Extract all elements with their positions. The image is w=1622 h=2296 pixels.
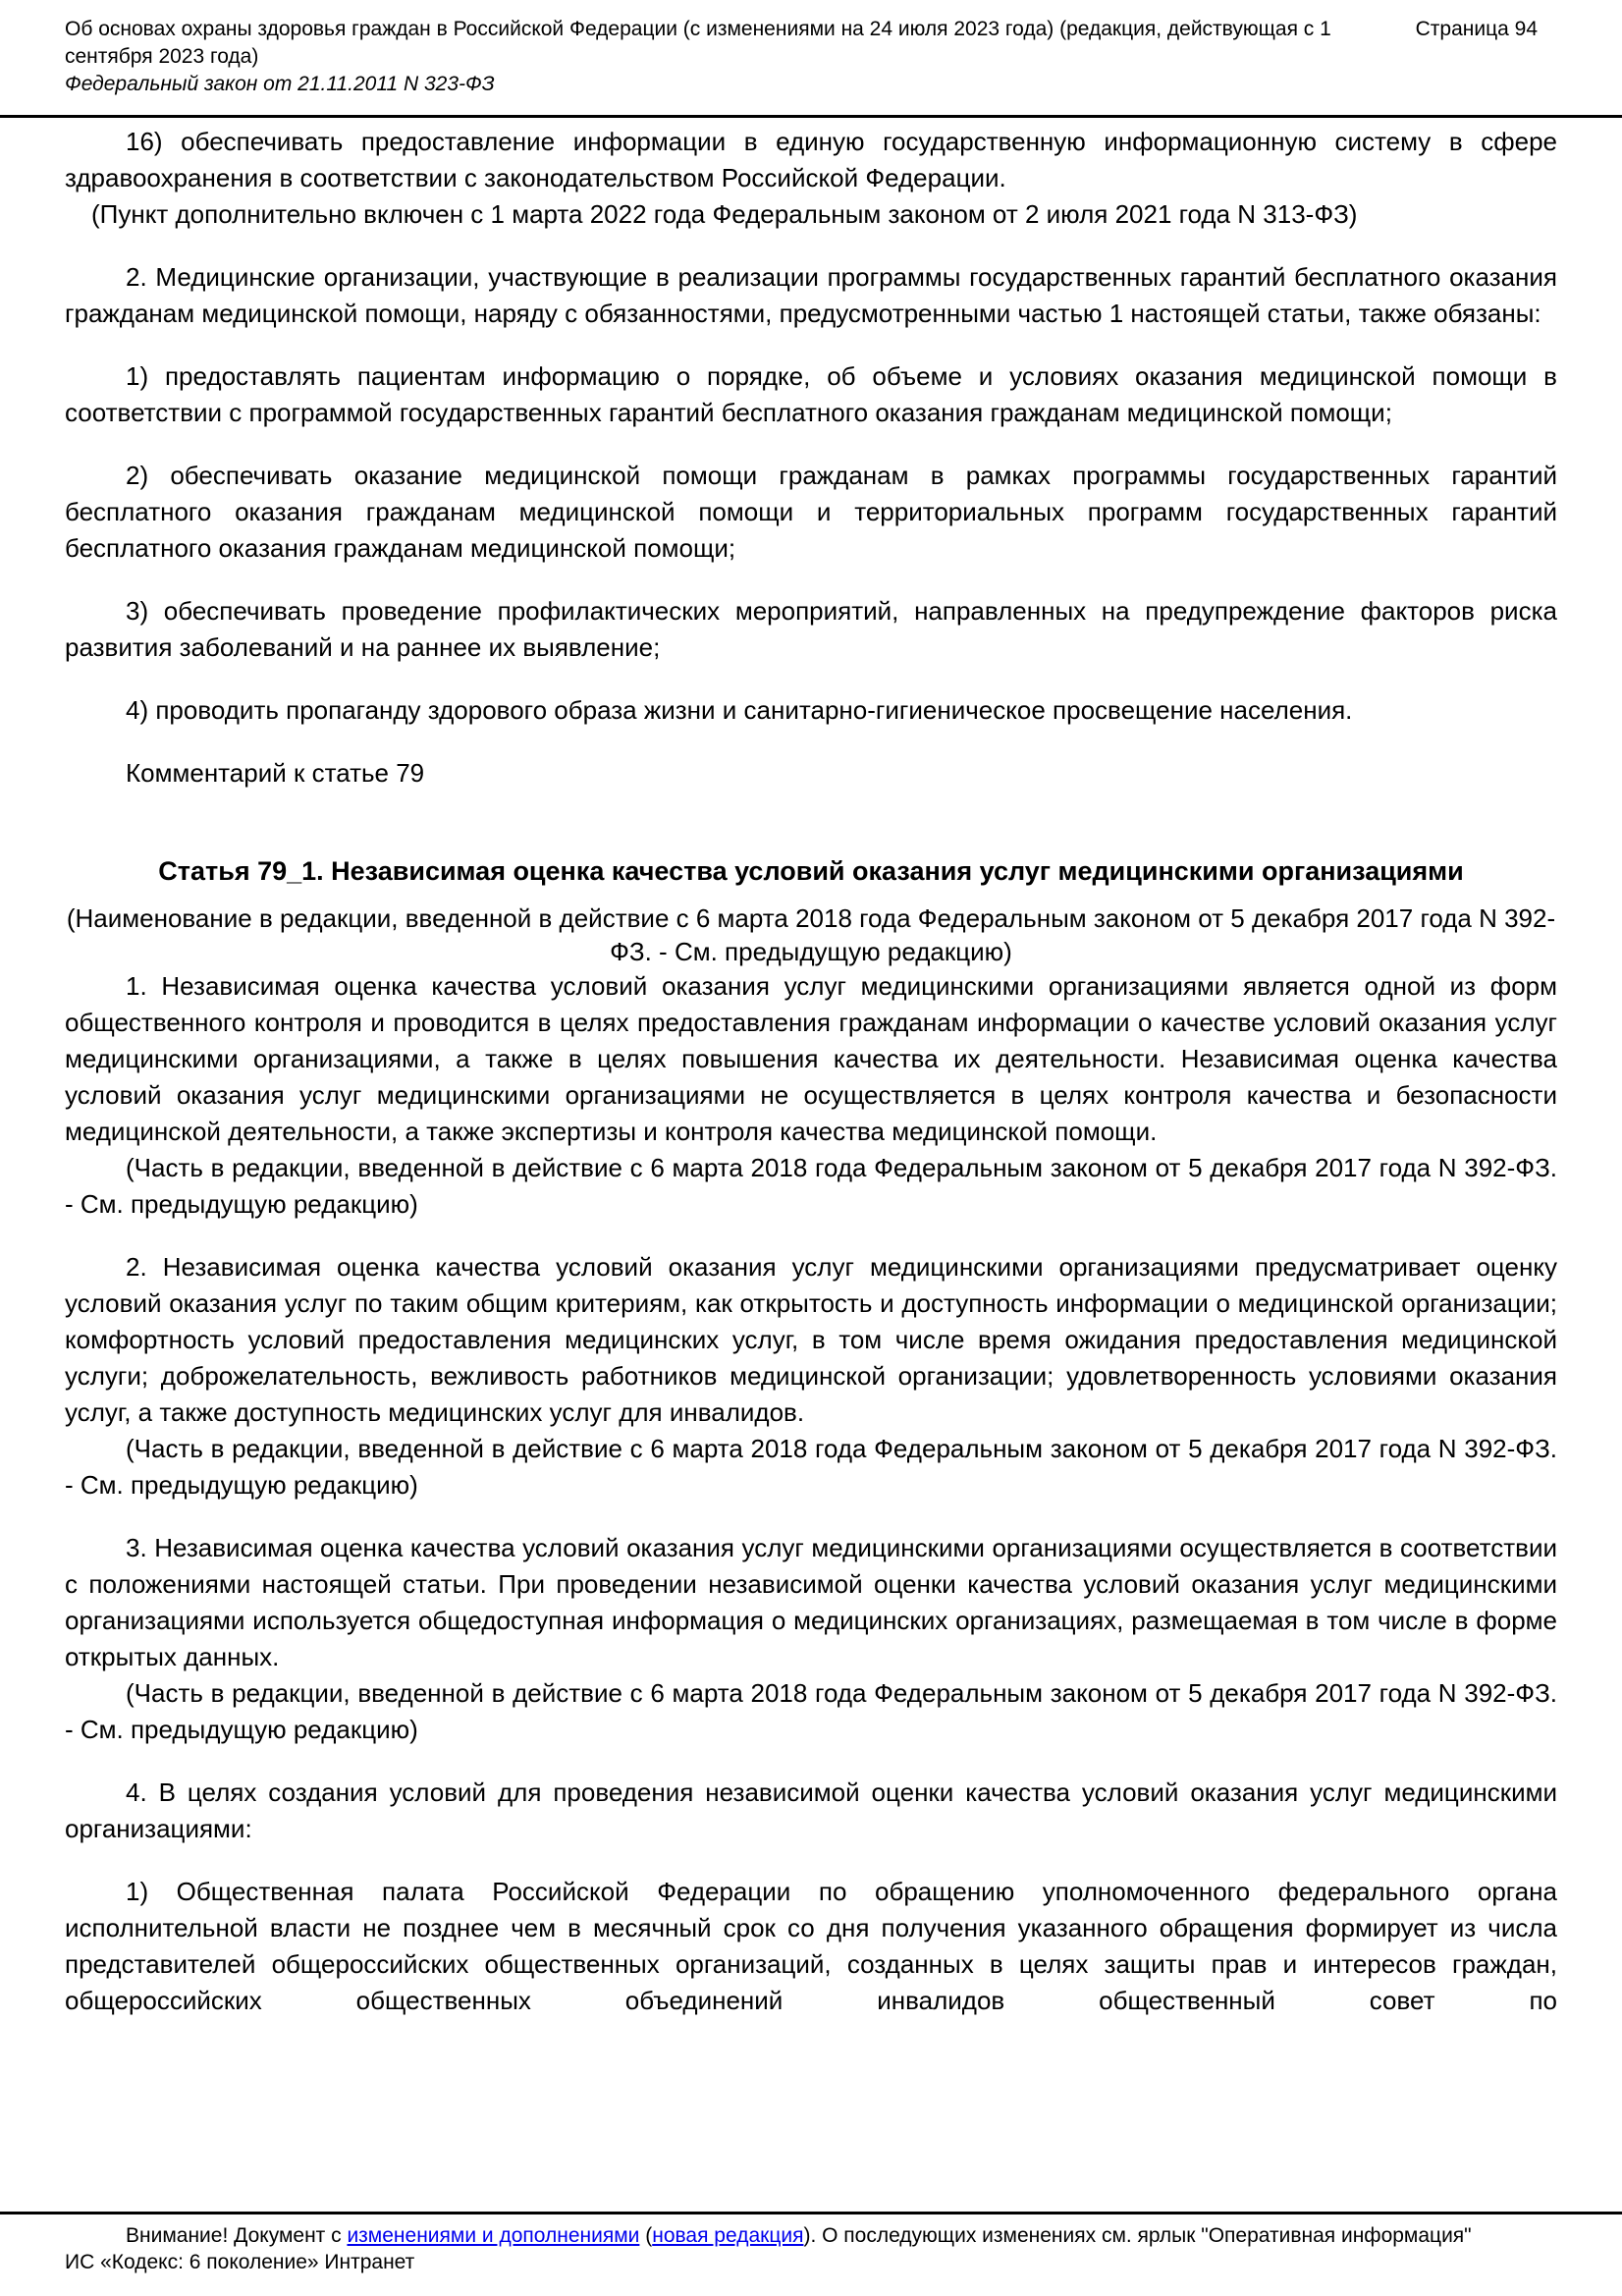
system-label: ИС «Кодекс: 6 поколение» Интранет xyxy=(65,2251,415,2273)
paragraph: 2) обеспечивать оказание медицинской помощи гражданам в рамках программы государственных гарантий бесплатного оказания гражданам медицинской помощи и территориальных программ государственных гарантий бесплатного оказания гражданам медицинской помощи; xyxy=(65,461,1557,563)
document-title: Об основах охраны здоровья граждан в Российской Федерации (с изменениями на 24 июля 2023 года) (редакция, действующая с 1 сентября 2023 года) xyxy=(65,18,1331,68)
amendments-link[interactable]: изменениями и дополнениями xyxy=(347,2224,640,2247)
paragraph-amendment-note: (Часть в редакции, введенной в действие с 6 марта 2018 года Федеральным законом от 5 декабря 2017 года N 392-ФЗ. - См. предыдущую редакцию) xyxy=(65,1434,1557,1500)
paragraph: 4) проводить пропаганду здорового образа жизни и санитарно-гигиеническое просвещение населения. xyxy=(126,695,1353,725)
paragraph: 2. Независимая оценка качества условий оказания услуг медицинскими организациями предусматривает оценку условий оказания услуг по таким общим критериям, как открытость и доступность информации о медицинской организации; комфортность условий предоставления медицинских услуг, в том числе время ожидания предоставления медицинской услуги; доброжелательность, вежливость работников медицинской организации; удовлетворенность условиями оказания услуг, а также доступность медицинских услуг для инвалидов. xyxy=(65,1252,1557,1427)
paragraph: 4. В целях создания условий для проведения независимой оценки качества условий оказания услуг медицинскими организациями: xyxy=(65,1777,1557,1843)
paragraph-title-note: (Наименование в редакции, введенной в действие с 6 марта 2018 года Федеральным законом от 5 декабря 2017 года N 392-ФЗ. - См. предыдущую редакцию) xyxy=(66,903,1556,966)
commentary-reference: Комментарий к статье 79 xyxy=(126,758,425,788)
paragraph-amendment-note: (Часть в редакции, введенной в действие с 6 марта 2018 года Федеральным законом от 5 декабря 2017 года N 392-ФЗ. - См. предыдущую редакцию) xyxy=(65,1153,1557,1219)
footer-divider xyxy=(0,2212,1622,2214)
footer-notice-separator: ( xyxy=(639,2224,653,2247)
paragraph: 1) предоставлять пациентам информацию о порядке, об объеме и условиях оказания медицинской помощи в соответствии с программой государственных гарантий бесплатного оказания гражданам медицинской помощи; xyxy=(65,361,1557,427)
paragraph: 2. Медицинские организации, участвующие в реализации программы государственных гарантий бесплатного оказания гражданам медицинской помощи, наряду с обязанностями, предусмотренными частью 1 настоящей статьи, также обязаны: xyxy=(65,262,1557,328)
paragraph-amendment-note: (Часть в редакции, введенной в действие с 6 марта 2018 года Федеральным законом от 5 декабря 2017 года N 392-ФЗ. - См. предыдущую редакцию) xyxy=(65,1678,1557,1744)
law-reference: Федеральный закон от 21.11.2011 N 323-ФЗ xyxy=(65,73,495,95)
paragraph: 16) обеспечивать предоставление информации в единую государственную информационную систему в сфере здравоохранения в соответствии с законодательством Российской Федерации. xyxy=(65,127,1557,192)
footer-notice xyxy=(65,2222,1557,2249)
paragraph: 3) обеспечивать проведение профилактических мероприятий, направленных на предупреждение факторов риска развития заболеваний и на раннее их выявление; xyxy=(65,596,1557,662)
paragraph-amendment-note: (Пункт дополнительно включен с 1 марта 2022 года Федеральным законом от 2 июля 2021 года N 313-ФЗ) xyxy=(91,199,1358,229)
page-footer xyxy=(0,2212,1622,2275)
paragraph: 3. Независимая оценка качества условий оказания услуг медицинскими организациями осуществляется в соответствии с положениями настоящей статьи. При проведении независимой оценки качества условий оказания услуг медицинскими организациями используется общедоступная информация о медицинских организациях, размещаемая в том числе в форме открытых данных. xyxy=(65,1533,1557,1671)
paragraph: 1. Независимая оценка качества условий оказания услуг медицинскими организациями является одной из форм общественного контроля и проводится в целях предоставления гражданам информации о качестве условий оказания услуг медицинскими организациями, а также в целях повышения качества их деятельности. Независимая оценка качества условий оказания услуг медицинскими организациями не осуществляется в целях контроля качества и безопасности медицинской деятельности, а также экспертизы и контроля качества медицинской помощи. xyxy=(65,971,1557,1146)
new-edition-link[interactable]: новая редакция xyxy=(652,2224,804,2247)
footer-notice-suffix: ). О последующих изменениях см. ярлык "Оперативная информация" xyxy=(803,2224,1472,2247)
paragraph: 1) Общественная палата Российской Федерации по обращению уполномоченного федерального органа исполнительной власти не позднее чем в месячный срок со дня получения указанного обращения формирует из числа представителей общероссийских общественных организаций, созданных в целях защиты прав и интересов граждан, общероссийских общественных объединений инвалидов общественный совет по xyxy=(65,1877,1557,2015)
footer-notice-prefix: Внимание! Документ с xyxy=(126,2224,348,2247)
section-heading: Статья 79_1. Независимая оценка качества условий оказания услуг медицинскими организациями xyxy=(158,856,1464,886)
page-number: Страница 94 xyxy=(1415,18,1538,40)
header-text xyxy=(65,16,1371,98)
document-header xyxy=(0,0,1622,112)
document-body xyxy=(0,118,1622,2210)
